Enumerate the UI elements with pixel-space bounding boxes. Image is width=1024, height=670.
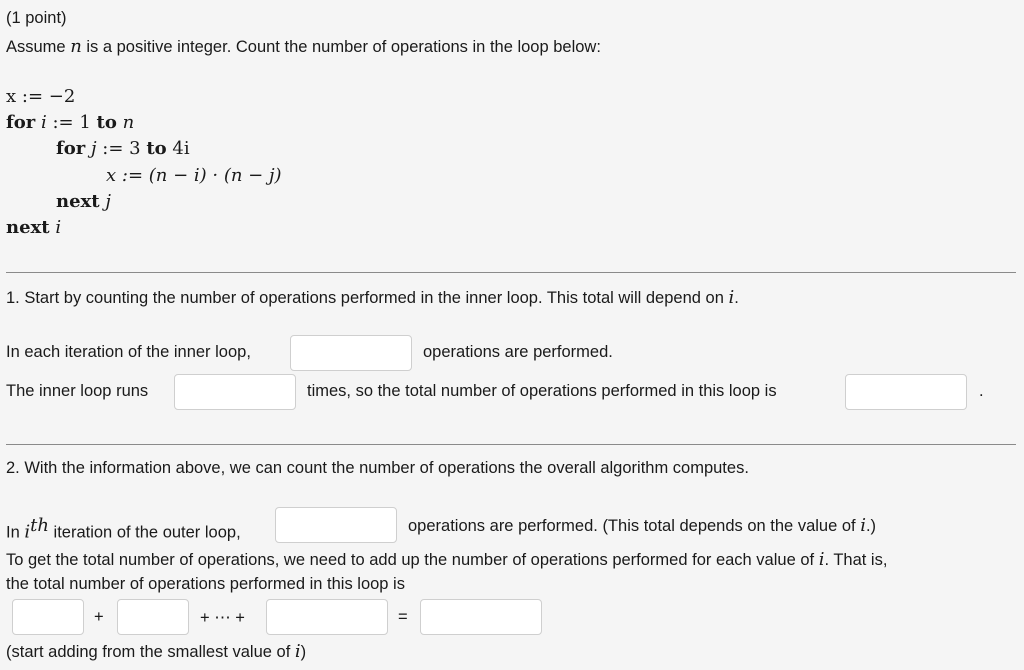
inner-bound: 4i <box>172 138 190 159</box>
part1-row2-label: The inner loop runs <box>6 382 149 400</box>
code-line-5 <box>56 191 111 212</box>
next-var-j: j <box>105 191 111 212</box>
part2-row1-suffix-var: i <box>860 515 866 536</box>
footer-end: ) <box>300 643 307 661</box>
kw-to-outer: to <box>96 112 117 133</box>
part2-row1-suffix-text: operations are performed. (This total depends on the value of <box>408 517 861 535</box>
part2-var-i: i <box>24 521 31 543</box>
points-label: (1 point) <box>6 9 67 27</box>
code-line-6 <box>6 217 61 238</box>
divider-2 <box>6 444 1016 445</box>
kw-for-inner: for <box>56 138 86 159</box>
sum-first-input[interactable] <box>12 599 84 635</box>
code-line-2 <box>6 112 134 133</box>
plus-ellipsis: + ⋯ + <box>200 609 245 627</box>
inner-loop-runs-input[interactable] <box>174 374 296 410</box>
code-line-1: x := −2 <box>6 86 76 107</box>
part2-in: In <box>6 523 25 542</box>
equals-sign: = <box>398 608 408 626</box>
part1-heading-text: 1. Start by counting the number of operations performed in the inner loop. This total will depend on <box>6 289 729 307</box>
sum-total-input[interactable] <box>420 599 542 635</box>
part2-paragraph-line1 <box>6 549 887 570</box>
part1-row1-label: In each iteration of the inner loop, <box>6 343 251 361</box>
kw-next-inner: next <box>56 191 100 212</box>
var-i: i <box>40 112 47 133</box>
var-j: j <box>90 138 97 159</box>
outer-ith-iteration-input[interactable] <box>275 507 397 543</box>
part2-row1-suffix-end: .) <box>865 517 877 535</box>
plus-sign: + <box>94 608 104 626</box>
part2-paragraph-line2: the total number of operations performed in this loop is <box>6 575 405 593</box>
divider-1 <box>6 272 1016 273</box>
para-line1-var: i <box>818 549 825 570</box>
intro-text-after: is a positive integer. Count the number of operations in the loop below: <box>81 38 601 56</box>
part2-sup-th: th <box>30 515 49 536</box>
sum-last-input[interactable] <box>266 599 388 635</box>
part1-row2-period: . <box>979 382 984 400</box>
assign-j: := 3 <box>96 138 147 159</box>
part1-row2-middle: times, so the total number of operations performed in this loop is <box>307 382 777 400</box>
part1-heading-end: . <box>734 289 739 307</box>
footer-var: i <box>294 641 301 662</box>
part2-row1-label <box>6 515 241 543</box>
para-line1-end: . That is, <box>824 551 888 569</box>
next-var-i: i <box>55 217 62 238</box>
code-line-4: x := (n − i) · (n − j) <box>106 165 282 186</box>
problem-intro <box>6 36 601 57</box>
part2-row1-suffix <box>408 515 876 536</box>
intro-var-n: n <box>70 36 82 57</box>
part1-heading-var: i <box>728 287 735 308</box>
sum-second-input[interactable] <box>117 599 189 635</box>
intro-text-before: Assume <box>6 38 71 56</box>
part1-heading <box>6 287 739 308</box>
footer-text: (start adding from the smallest value of <box>6 643 295 661</box>
var-n-bound: n <box>122 112 135 133</box>
assign-i: := 1 <box>46 112 97 133</box>
part1-row1-suffix: operations are performed. <box>423 343 613 361</box>
part2-footer <box>6 641 306 662</box>
part2-heading: 2. With the information above, we can count the number of operations the overall algorithm computes. <box>6 459 749 477</box>
code-line-3 <box>56 138 190 159</box>
kw-to-inner: to <box>146 138 167 159</box>
kw-for-outer: for <box>6 112 36 133</box>
kw-next-outer: next <box>6 217 50 238</box>
inner-loop-total-input[interactable] <box>845 374 967 410</box>
para-line1-text: To get the total number of operations, we need to add up the number of operations performed for each value of <box>6 551 819 569</box>
inner-ops-per-iteration-input[interactable] <box>290 335 412 371</box>
part2-row1-rest: iteration of the outer loop, <box>48 523 241 542</box>
